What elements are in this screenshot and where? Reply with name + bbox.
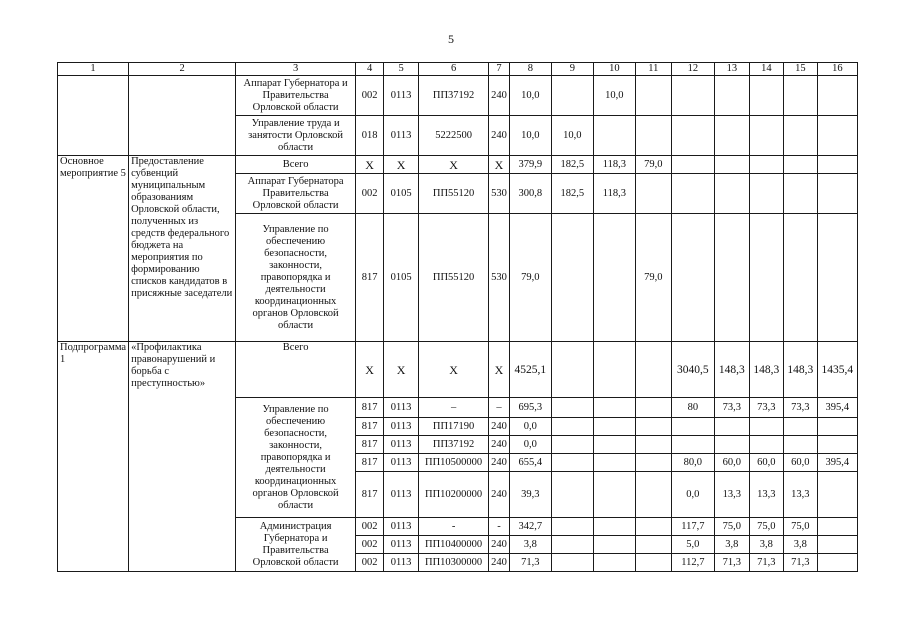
- table-cell: 0113: [384, 554, 419, 572]
- table-cell: 75,0: [714, 518, 749, 536]
- table-cell: [783, 436, 817, 454]
- table-cell: [714, 174, 749, 214]
- table-cell: ПП10300000: [419, 554, 489, 572]
- table-cell: 342,7: [509, 518, 551, 536]
- table-cell: [635, 76, 671, 116]
- table-cell: 240: [489, 472, 510, 518]
- table-cell: 79,0: [635, 214, 671, 342]
- table-cell: 817: [356, 418, 384, 436]
- table-cell: [817, 156, 857, 174]
- table-cell: [817, 116, 857, 156]
- table-cell: 0113: [384, 536, 419, 554]
- table-cell: -: [489, 518, 510, 536]
- table-cell: 0,0: [509, 436, 551, 454]
- table-cell: [551, 398, 593, 418]
- table-cell: [551, 418, 593, 436]
- table-cell: [714, 156, 749, 174]
- table-cell: 0113: [384, 76, 419, 116]
- table-cell: [551, 436, 593, 454]
- table-cell: 4525,1: [509, 342, 551, 398]
- table-cell: 817: [356, 436, 384, 454]
- table-cell: [593, 436, 635, 454]
- table-cell: 300,8: [509, 174, 551, 214]
- table-cell: [817, 554, 857, 572]
- table-cell: ПП10400000: [419, 536, 489, 554]
- executor-cell: Управление труда и занятости Орловской области: [236, 116, 356, 156]
- table-cell: [593, 214, 635, 342]
- table-cell: [749, 418, 783, 436]
- table-cell: Х: [419, 342, 489, 398]
- subprogram-number-cell: Подпрограмма 1: [58, 342, 129, 572]
- table-cell: 530: [489, 174, 510, 214]
- table-cell: 002: [356, 554, 384, 572]
- table-cell: 13,3: [714, 472, 749, 518]
- event-number-cell: Основное мероприятие 5: [58, 156, 129, 342]
- table-cell: 60,0: [749, 454, 783, 472]
- table-cell: 80,0: [671, 454, 714, 472]
- table-cell: 3,8: [714, 536, 749, 554]
- table-cell: 817: [356, 214, 384, 342]
- column-number: 1: [58, 63, 129, 76]
- table-cell: 71,3: [509, 554, 551, 572]
- table-cell: [817, 518, 857, 536]
- table-cell: [671, 116, 714, 156]
- table-cell: 10,0: [509, 116, 551, 156]
- table-cell: Х: [489, 156, 510, 174]
- table-cell: [551, 342, 593, 398]
- subprogram-description-cell: «Профилактика правонарушений и борьба с преступностью»: [129, 342, 236, 572]
- table-cell: [551, 472, 593, 518]
- table-cell: 3,8: [783, 536, 817, 554]
- table-cell: [593, 472, 635, 518]
- table-cell: [817, 76, 857, 116]
- table-cell: 148,3: [749, 342, 783, 398]
- table-cell: 0113: [384, 454, 419, 472]
- table-cell: [671, 76, 714, 116]
- table-cell: [635, 418, 671, 436]
- column-number-row: [58, 63, 858, 76]
- table-cell: 0113: [384, 418, 419, 436]
- table-cell: [817, 174, 857, 214]
- table-cell: [714, 116, 749, 156]
- column-number: 2: [129, 63, 236, 76]
- table-cell: [671, 418, 714, 436]
- table-cell: 0113: [384, 398, 419, 418]
- table-cell: 71,3: [714, 554, 749, 572]
- table-cell: -: [419, 518, 489, 536]
- table-cell: [671, 156, 714, 174]
- table-cell: 148,3: [714, 342, 749, 398]
- table-cell: 75,0: [783, 518, 817, 536]
- table-cell: 0105: [384, 214, 419, 342]
- column-number: 7: [489, 63, 510, 76]
- table-cell: [551, 536, 593, 554]
- table-cell: Х: [489, 342, 510, 398]
- table-cell: 0,0: [671, 472, 714, 518]
- table-cell: 5222500: [419, 116, 489, 156]
- table-cell: 73,3: [783, 398, 817, 418]
- table-cell: [671, 214, 714, 342]
- table-cell: 0105: [384, 174, 419, 214]
- table-cell: 73,3: [749, 398, 783, 418]
- table-cell: 13,3: [783, 472, 817, 518]
- table-cell: 3,8: [509, 536, 551, 554]
- table-row: [58, 342, 858, 398]
- table-cell: 817: [356, 454, 384, 472]
- table-row: [58, 156, 858, 174]
- table-cell: 117,7: [671, 518, 714, 536]
- table-cell: 0113: [384, 116, 419, 156]
- table-cell: [593, 418, 635, 436]
- table-cell: ПП10200000: [419, 472, 489, 518]
- table-cell: [817, 472, 857, 518]
- table-cell: [749, 436, 783, 454]
- table-cell: 018: [356, 116, 384, 156]
- executor-cell: Управление по обеспечению безопасности, законности, правопорядка и деятельности координационных органов Орловской области: [236, 398, 356, 518]
- column-number: 3: [236, 63, 356, 76]
- table-cell: 118,3: [593, 174, 635, 214]
- page-number: 5: [448, 32, 454, 46]
- table-cell: 002: [356, 536, 384, 554]
- table-cell: 817: [356, 398, 384, 418]
- table-cell: [593, 554, 635, 572]
- table-cell: 3,8: [749, 536, 783, 554]
- executor-cell: Аппарат Губернатора Правительства Орловской области: [236, 174, 356, 214]
- table-cell: [129, 76, 236, 156]
- table-cell: 240: [489, 436, 510, 454]
- table-cell: [714, 214, 749, 342]
- table-cell: [593, 342, 635, 398]
- table-cell: [551, 214, 593, 342]
- table-cell: [635, 436, 671, 454]
- table-cell: [551, 518, 593, 536]
- column-number: 16: [817, 63, 857, 76]
- table-cell: [783, 156, 817, 174]
- table-cell: 395,4: [817, 398, 857, 418]
- table-cell: 13,3: [749, 472, 783, 518]
- table-cell: [635, 518, 671, 536]
- column-number: 9: [551, 63, 593, 76]
- table-cell: 182,5: [551, 156, 593, 174]
- column-number: 14: [749, 63, 783, 76]
- table-cell: 002: [356, 174, 384, 214]
- column-number: 10: [593, 63, 635, 76]
- table-cell: [593, 116, 635, 156]
- table-cell: [635, 174, 671, 214]
- table-cell: [714, 436, 749, 454]
- table-cell: [817, 536, 857, 554]
- column-number: 8: [509, 63, 551, 76]
- table-cell: [593, 398, 635, 418]
- table-cell: 10,0: [509, 76, 551, 116]
- table-cell: [593, 518, 635, 536]
- table-cell: [551, 454, 593, 472]
- table-cell: [749, 214, 783, 342]
- table-cell: 75,0: [749, 518, 783, 536]
- budget-table: [57, 62, 858, 572]
- table-cell: ПП55120: [419, 214, 489, 342]
- event-description-cell: Предоставление субвенций муниципальным образованиям Орловской области, полученных из средств федерального бюджета на мероприятия по формированию списков кандидатов в присяжные заседатели: [129, 156, 236, 342]
- table-cell: 655,4: [509, 454, 551, 472]
- table-cell: 0113: [384, 518, 419, 536]
- table-cell: 10,0: [551, 116, 593, 156]
- table-cell: 148,3: [783, 342, 817, 398]
- table-cell: [635, 398, 671, 418]
- table-cell: 1435,4: [817, 342, 857, 398]
- table-cell: Х: [384, 156, 419, 174]
- table-cell: 379,9: [509, 156, 551, 174]
- table-cell: [749, 174, 783, 214]
- table-cell: [817, 214, 857, 342]
- table-cell: 695,3: [509, 398, 551, 418]
- table-cell: [635, 454, 671, 472]
- table-cell: 80: [671, 398, 714, 418]
- executor-cell: Управление по обеспечению безопасности, законности, правопорядка и деятельности координационных органов Орловской области: [236, 214, 356, 342]
- table-cell: [714, 76, 749, 116]
- table-cell: [58, 76, 129, 156]
- column-number: 11: [635, 63, 671, 76]
- column-number: 15: [783, 63, 817, 76]
- table-cell: 5,0: [671, 536, 714, 554]
- table-cell: [749, 116, 783, 156]
- table-cell: [551, 554, 593, 572]
- table-cell: 182,5: [551, 174, 593, 214]
- table-cell: [593, 454, 635, 472]
- table-cell: [671, 174, 714, 214]
- table-cell: 0113: [384, 472, 419, 518]
- table-cell: 73,3: [714, 398, 749, 418]
- table-cell: [593, 536, 635, 554]
- table-cell: 60,0: [783, 454, 817, 472]
- table-cell: 39,3: [509, 472, 551, 518]
- executor-cell: Всего: [236, 342, 356, 398]
- table-cell: [749, 156, 783, 174]
- table-cell: 118,3: [593, 156, 635, 174]
- table-cell: 112,7: [671, 554, 714, 572]
- table-cell: 0,0: [509, 418, 551, 436]
- table-cell: –: [419, 398, 489, 418]
- executor-cell: Аппарат Губернатора и Правительства Орловской области: [236, 76, 356, 116]
- executor-cell: Всего: [236, 156, 356, 174]
- table-cell: Х: [384, 342, 419, 398]
- table-cell: [635, 536, 671, 554]
- table-row: [58, 76, 858, 116]
- table-cell: –: [489, 398, 510, 418]
- table-cell: [783, 174, 817, 214]
- table-cell: 71,3: [749, 554, 783, 572]
- table-cell: [635, 116, 671, 156]
- table-cell: [783, 214, 817, 342]
- table-cell: Х: [356, 156, 384, 174]
- table-cell: Х: [356, 342, 384, 398]
- column-number: 13: [714, 63, 749, 76]
- column-number: 5: [384, 63, 419, 76]
- table-cell: [714, 418, 749, 436]
- table-cell: [635, 554, 671, 572]
- table-cell: [551, 76, 593, 116]
- table-cell: Х: [419, 156, 489, 174]
- table-cell: 240: [489, 536, 510, 554]
- table-cell: [817, 436, 857, 454]
- column-number: 12: [671, 63, 714, 76]
- table-cell: [783, 116, 817, 156]
- table-cell: 240: [489, 76, 510, 116]
- table-cell: 240: [489, 554, 510, 572]
- table-cell: 530: [489, 214, 510, 342]
- table-cell: 10,0: [593, 76, 635, 116]
- table-cell: 3040,5: [671, 342, 714, 398]
- table-cell: 002: [356, 518, 384, 536]
- table-cell: [817, 418, 857, 436]
- table-cell: [783, 418, 817, 436]
- table-cell: 240: [489, 418, 510, 436]
- table-cell: ПП37192: [419, 76, 489, 116]
- table-cell: 240: [489, 116, 510, 156]
- table-cell: [749, 76, 783, 116]
- table-cell: 817: [356, 472, 384, 518]
- table-cell: 0113: [384, 436, 419, 454]
- table-cell: [635, 342, 671, 398]
- table-cell: ПП37192: [419, 436, 489, 454]
- table-cell: 60,0: [714, 454, 749, 472]
- table-cell: [671, 436, 714, 454]
- table-cell: 79,0: [509, 214, 551, 342]
- table-cell: 002: [356, 76, 384, 116]
- executor-cell: Администрация Губернатора и Правительства Орловской области: [236, 518, 356, 572]
- table-cell: 79,0: [635, 156, 671, 174]
- column-number: 6: [419, 63, 489, 76]
- table-cell: ПП55120: [419, 174, 489, 214]
- table-cell: [635, 472, 671, 518]
- table-cell: 395,4: [817, 454, 857, 472]
- table-cell: 240: [489, 454, 510, 472]
- table-cell: [783, 76, 817, 116]
- table-cell: ПП17190: [419, 418, 489, 436]
- table-cell: 71,3: [783, 554, 817, 572]
- column-number: 4: [356, 63, 384, 76]
- table-cell: ПП10500000: [419, 454, 489, 472]
